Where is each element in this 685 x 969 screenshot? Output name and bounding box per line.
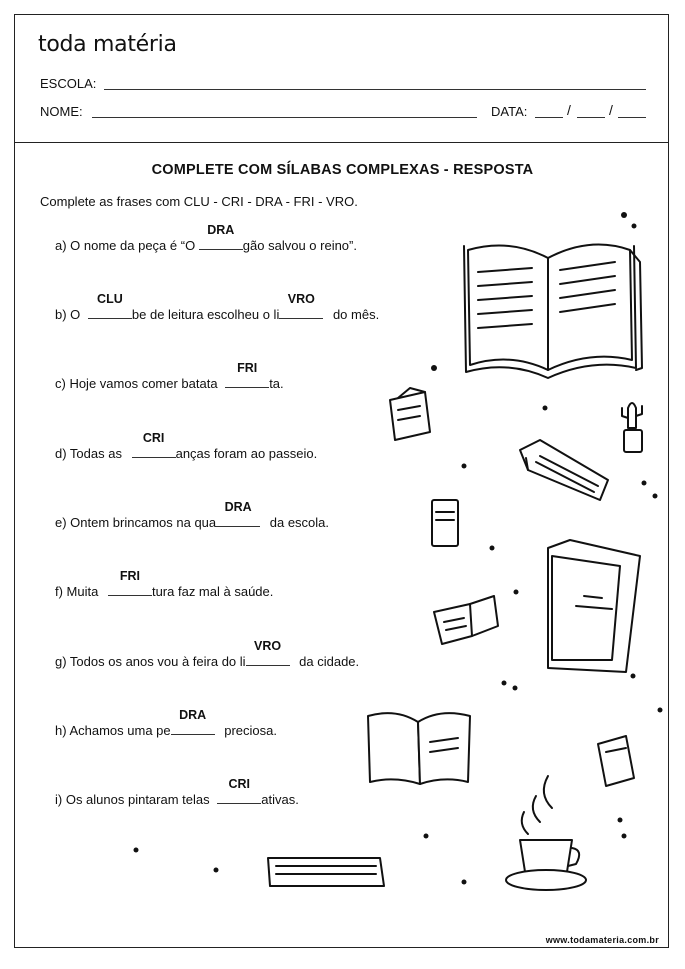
logo-word-materia: matéria xyxy=(93,32,177,57)
logo-word-toda: toda xyxy=(38,32,87,57)
question-text: ativas. xyxy=(261,792,299,807)
notebook-icon xyxy=(598,736,634,786)
question-text: d) Todas as xyxy=(55,446,126,461)
question-text: tura faz mal à saúde. xyxy=(151,584,274,599)
question-text: i) Os alunos pintaram telas xyxy=(55,792,214,807)
answer-text: CRI xyxy=(228,777,250,791)
question-text: h) Achamos uma pe xyxy=(55,723,171,738)
question-text: do mês. xyxy=(329,307,380,322)
answer-text: CRI xyxy=(142,431,165,445)
notebook-icon xyxy=(432,500,458,546)
flying-book-icon xyxy=(434,596,498,644)
question-text: ta. xyxy=(269,376,284,391)
question-text: da escola. xyxy=(266,515,330,530)
closed-book-icon xyxy=(520,440,608,500)
date-separator: / xyxy=(609,102,613,118)
question-text: f) Muita xyxy=(55,584,102,599)
answer-text: FRI xyxy=(119,569,141,583)
answer-text: CLU xyxy=(97,292,123,306)
instruction-text: Complete as frases com CLU - CRI - DRA - FRI - VRO. xyxy=(40,194,358,209)
lying-book-icon xyxy=(268,858,384,886)
answer-text: DRA xyxy=(179,708,207,722)
question-text: gão salvou o reino”. xyxy=(242,238,357,253)
tall-book-icon xyxy=(548,540,640,672)
answer-text: VRO xyxy=(287,292,315,306)
answer-text: DRA xyxy=(207,223,235,237)
cactus-icon xyxy=(622,403,642,452)
open-book-icon xyxy=(464,245,642,378)
school-label: ESCOLA: xyxy=(40,76,97,91)
date-label: DATA: xyxy=(491,104,528,119)
question-text: b) O xyxy=(55,307,84,322)
small-book-icon xyxy=(390,388,430,440)
question-text: g) Todos os anos vou à feira do li xyxy=(55,654,246,669)
answer-text: DRA xyxy=(224,500,252,514)
question-text: e) Ontem brincamos na qua xyxy=(55,515,217,530)
question-text: c) Hoje vamos comer batata xyxy=(55,376,222,391)
question-text: preciosa. xyxy=(220,723,277,738)
date-separator: / xyxy=(567,102,571,118)
question-text: a) O nome da peça é “O xyxy=(55,238,199,253)
question-text: anças foram ao passeio. xyxy=(175,446,318,461)
worksheet-title: COMPLETE COM SÍLABAS COMPLEXAS - RESPOSTA xyxy=(151,162,534,178)
name-label: NOME: xyxy=(40,104,83,119)
answer-text: FRI xyxy=(237,361,258,375)
question-text: be de leitura escolheu o li xyxy=(131,307,280,322)
question-text: da cidade. xyxy=(295,654,360,669)
open-book-icon xyxy=(368,713,470,784)
website-link[interactable]: www.todamateria.com.br xyxy=(545,935,659,945)
coffee-cup-icon xyxy=(506,776,586,890)
answer-text: VRO xyxy=(254,639,282,653)
